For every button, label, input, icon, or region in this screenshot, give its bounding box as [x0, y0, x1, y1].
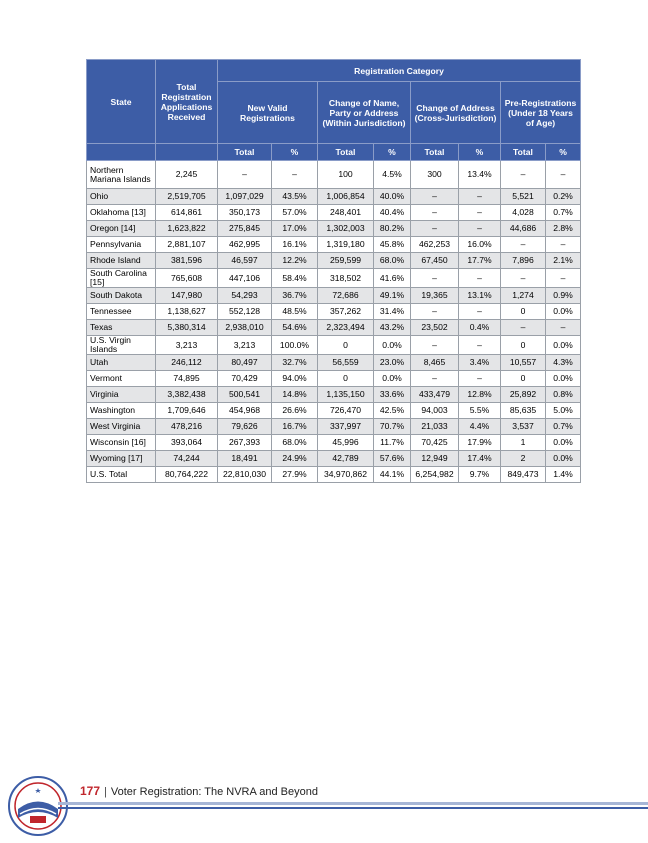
value-cell: 17.0%	[272, 221, 318, 237]
value-cell: 1,623,822	[156, 221, 218, 237]
value-cell: 74,244	[156, 451, 218, 467]
value-cell: 100	[318, 161, 374, 189]
value-cell: 1	[501, 435, 546, 451]
value-cell: 2,519,705	[156, 189, 218, 205]
state-cell: Vermont	[87, 371, 156, 387]
value-cell: 0.0%	[546, 451, 581, 467]
table-row	[87, 435, 581, 451]
value-cell: 462,253	[411, 237, 459, 253]
footer-rule-dark	[58, 807, 648, 809]
value-cell: 27.9%	[272, 467, 318, 483]
value-cell: 462,995	[218, 237, 272, 253]
value-cell: –	[459, 221, 501, 237]
value-cell: 23.0%	[374, 355, 411, 371]
value-cell: 85,635	[501, 403, 546, 419]
value-cell: –	[411, 371, 459, 387]
value-cell: 0	[501, 371, 546, 387]
value-cell: 18,491	[218, 451, 272, 467]
value-cell: 0	[501, 336, 546, 355]
value-cell: 5,380,314	[156, 320, 218, 336]
value-cell: 0.8%	[546, 387, 581, 403]
value-cell: 318,502	[318, 269, 374, 288]
value-cell: 9.7%	[459, 467, 501, 483]
table-row	[87, 419, 581, 435]
sub-header-pct: %	[272, 144, 318, 161]
value-cell: 26.6%	[272, 403, 318, 419]
value-cell: 0.0%	[374, 336, 411, 355]
state-cell: South Dakota	[87, 288, 156, 304]
value-cell: 12.8%	[459, 387, 501, 403]
table-row	[87, 451, 581, 467]
value-cell: 12,949	[411, 451, 459, 467]
value-cell: 552,128	[218, 304, 272, 320]
value-cell: 16.7%	[272, 419, 318, 435]
value-cell: 13.4%	[459, 161, 501, 189]
value-cell: 0.0%	[546, 371, 581, 387]
sub-header-total: Total	[218, 144, 272, 161]
state-cell: U.S. Virgin Islands	[87, 336, 156, 355]
value-cell: 0.2%	[546, 189, 581, 205]
value-cell: 447,106	[218, 269, 272, 288]
value-cell: –	[459, 205, 501, 221]
state-cell: Ohio	[87, 189, 156, 205]
value-cell: 0.7%	[546, 419, 581, 435]
value-cell: 1,097,029	[218, 189, 272, 205]
table-body	[87, 161, 581, 483]
table-row	[87, 269, 581, 288]
value-cell: 765,608	[156, 269, 218, 288]
value-cell: 36.7%	[272, 288, 318, 304]
value-cell: 10,557	[501, 355, 546, 371]
value-cell: –	[459, 371, 501, 387]
value-cell: –	[411, 189, 459, 205]
header-registration-category: Registration Category	[218, 60, 581, 82]
value-cell: 0	[318, 336, 374, 355]
value-cell: 100.0%	[272, 336, 318, 355]
value-cell: –	[218, 161, 272, 189]
state-cell: Utah	[87, 355, 156, 371]
value-cell: 24.9%	[272, 451, 318, 467]
value-cell: –	[459, 269, 501, 288]
value-cell: 1.4%	[546, 467, 581, 483]
table-row	[87, 387, 581, 403]
sub-header-blank	[87, 144, 156, 161]
value-cell: 4.5%	[374, 161, 411, 189]
value-cell: 1,319,180	[318, 237, 374, 253]
value-cell: 70,429	[218, 371, 272, 387]
header-pre-registrations: Pre-Registrations (Under 18 Years of Age)	[501, 82, 581, 144]
value-cell: 70.7%	[374, 419, 411, 435]
value-cell: –	[459, 336, 501, 355]
state-cell: Oklahoma [13]	[87, 205, 156, 221]
value-cell: 54.6%	[272, 320, 318, 336]
sub-header-total: Total	[501, 144, 546, 161]
state-cell: Virginia	[87, 387, 156, 403]
value-cell: 57.6%	[374, 451, 411, 467]
table-row	[87, 355, 581, 371]
table-row	[87, 237, 581, 253]
value-cell: –	[411, 205, 459, 221]
value-cell: 11.7%	[374, 435, 411, 451]
table-row	[87, 189, 581, 205]
value-cell: 72,686	[318, 288, 374, 304]
value-cell: 40.0%	[374, 189, 411, 205]
state-cell: Washington	[87, 403, 156, 419]
value-cell: 3,213	[156, 336, 218, 355]
table-row	[87, 253, 581, 269]
table-row	[87, 221, 581, 237]
value-cell: –	[411, 221, 459, 237]
value-cell: –	[501, 269, 546, 288]
value-cell: 0.7%	[546, 205, 581, 221]
value-cell: –	[459, 304, 501, 320]
value-cell: 16.1%	[272, 237, 318, 253]
value-cell: 54,293	[218, 288, 272, 304]
value-cell: 337,997	[318, 419, 374, 435]
value-cell: 80,497	[218, 355, 272, 371]
eac-seal-logo	[8, 776, 68, 836]
table-row	[87, 161, 581, 189]
value-cell: 23,502	[411, 320, 459, 336]
value-cell: 1,302,003	[318, 221, 374, 237]
value-cell: 2,938,010	[218, 320, 272, 336]
value-cell: 17.4%	[459, 451, 501, 467]
value-cell: 2,245	[156, 161, 218, 189]
value-cell: 2.8%	[546, 221, 581, 237]
state-cell: Tennessee	[87, 304, 156, 320]
value-cell: 1,006,854	[318, 189, 374, 205]
value-cell: 1,709,646	[156, 403, 218, 419]
value-cell: 34,970,862	[318, 467, 374, 483]
value-cell: 43.5%	[272, 189, 318, 205]
table-row	[87, 371, 581, 387]
value-cell: 2,881,107	[156, 237, 218, 253]
value-cell: 3.4%	[459, 355, 501, 371]
value-cell: 56,559	[318, 355, 374, 371]
value-cell: 45.8%	[374, 237, 411, 253]
value-cell: –	[272, 161, 318, 189]
state-cell: Northern Mariana Islands	[87, 161, 156, 189]
value-cell: –	[546, 269, 581, 288]
value-cell: 43.2%	[374, 320, 411, 336]
value-cell: 33.6%	[374, 387, 411, 403]
value-cell: 21,033	[411, 419, 459, 435]
sub-header-total: Total	[411, 144, 459, 161]
registration-table	[86, 59, 581, 483]
sub-header-pct: %	[374, 144, 411, 161]
value-cell: 1,135,150	[318, 387, 374, 403]
value-cell: 8,465	[411, 355, 459, 371]
value-cell: 22,810,030	[218, 467, 272, 483]
table-header	[87, 60, 581, 161]
value-cell: 40.4%	[374, 205, 411, 221]
value-cell: 16.0%	[459, 237, 501, 253]
value-cell: 357,262	[318, 304, 374, 320]
value-cell: –	[501, 161, 546, 189]
value-cell: 70,425	[411, 435, 459, 451]
value-cell: 0.0%	[374, 371, 411, 387]
value-cell: 1,274	[501, 288, 546, 304]
value-cell: 67,450	[411, 253, 459, 269]
value-cell: –	[501, 237, 546, 253]
value-cell: 246,112	[156, 355, 218, 371]
value-cell: 1,138,627	[156, 304, 218, 320]
value-cell: 350,173	[218, 205, 272, 221]
state-cell: Oregon [14]	[87, 221, 156, 237]
state-cell: Wisconsin [16]	[87, 435, 156, 451]
value-cell: 2	[501, 451, 546, 467]
value-cell: 80.2%	[374, 221, 411, 237]
value-cell: 3,537	[501, 419, 546, 435]
footer-separator: |	[104, 786, 107, 798]
value-cell: 48.5%	[272, 304, 318, 320]
value-cell: 44.1%	[374, 467, 411, 483]
value-cell: 5.0%	[546, 403, 581, 419]
value-cell: 68.0%	[374, 253, 411, 269]
value-cell: 6,254,982	[411, 467, 459, 483]
value-cell: 2,323,494	[318, 320, 374, 336]
state-cell: Pennsylvania	[87, 237, 156, 253]
value-cell: 259,599	[318, 253, 374, 269]
value-cell: 275,845	[218, 221, 272, 237]
sub-header-pct: %	[459, 144, 501, 161]
header-total-applications: Total Registration Applications Received	[156, 60, 218, 144]
value-cell: 4.4%	[459, 419, 501, 435]
value-cell: 25,892	[501, 387, 546, 403]
value-cell: 433,479	[411, 387, 459, 403]
footer-rule-light	[58, 802, 648, 805]
value-cell: 478,216	[156, 419, 218, 435]
value-cell: 0.0%	[546, 435, 581, 451]
value-cell: 0	[318, 371, 374, 387]
header-change-within: Change of Name, Party or Address (Within Jurisdiction)	[318, 82, 411, 144]
value-cell: 32.7%	[272, 355, 318, 371]
value-cell: 19,365	[411, 288, 459, 304]
value-cell: 2.1%	[546, 253, 581, 269]
value-cell: 74,895	[156, 371, 218, 387]
value-cell: 0.4%	[459, 320, 501, 336]
value-cell: 94.0%	[272, 371, 318, 387]
value-cell: 500,541	[218, 387, 272, 403]
value-cell: 42.5%	[374, 403, 411, 419]
value-cell: 68.0%	[272, 435, 318, 451]
value-cell: –	[411, 304, 459, 320]
value-cell: 0.0%	[546, 336, 581, 355]
value-cell: 248,401	[318, 205, 374, 221]
value-cell: 17.7%	[459, 253, 501, 269]
table-row	[87, 403, 581, 419]
value-cell: 17.9%	[459, 435, 501, 451]
value-cell: –	[546, 320, 581, 336]
sub-header-blank	[156, 144, 218, 161]
value-cell: 5.5%	[459, 403, 501, 419]
value-cell: 5,521	[501, 189, 546, 205]
value-cell: 49.1%	[374, 288, 411, 304]
value-cell: 7,896	[501, 253, 546, 269]
value-cell: 46,597	[218, 253, 272, 269]
value-cell: 454,968	[218, 403, 272, 419]
value-cell: 726,470	[318, 403, 374, 419]
value-cell: 79,626	[218, 419, 272, 435]
value-cell: 14.8%	[272, 387, 318, 403]
value-cell: 80,764,222	[156, 467, 218, 483]
value-cell: 13.1%	[459, 288, 501, 304]
value-cell: 849,473	[501, 467, 546, 483]
table-row	[87, 467, 581, 483]
state-cell: South Carolina [15]	[87, 269, 156, 288]
header-new-valid: New Valid Registrations	[218, 82, 318, 144]
page-footer	[0, 760, 648, 843]
state-cell: Texas	[87, 320, 156, 336]
sub-header-total: Total	[318, 144, 374, 161]
table-row	[87, 320, 581, 336]
value-cell: –	[411, 269, 459, 288]
table-row	[87, 205, 581, 221]
value-cell: 267,393	[218, 435, 272, 451]
footer-text	[80, 784, 318, 798]
value-cell: 381,596	[156, 253, 218, 269]
value-cell: 45,996	[318, 435, 374, 451]
value-cell: 94,003	[411, 403, 459, 419]
value-cell: 614,861	[156, 205, 218, 221]
header-change-cross: Change of Address (Cross-Jurisdiction)	[411, 82, 501, 144]
state-cell: West Virginia	[87, 419, 156, 435]
value-cell: 57.0%	[272, 205, 318, 221]
value-cell: –	[459, 189, 501, 205]
value-cell: 31.4%	[374, 304, 411, 320]
value-cell: 147,980	[156, 288, 218, 304]
table-row	[87, 304, 581, 320]
value-cell: 0.0%	[546, 304, 581, 320]
page-number: 177	[80, 784, 101, 798]
value-cell: 3,213	[218, 336, 272, 355]
value-cell: 0	[501, 304, 546, 320]
value-cell: 12.2%	[272, 253, 318, 269]
state-cell: U.S. Total	[87, 467, 156, 483]
value-cell: 393,064	[156, 435, 218, 451]
header-state: State	[87, 60, 156, 144]
state-cell: Wyoming [17]	[87, 451, 156, 467]
footer-title: Voter Registration: The NVRA and Beyond	[110, 786, 318, 798]
value-cell: –	[546, 161, 581, 189]
state-cell: Rhode Island	[87, 253, 156, 269]
table-row	[87, 336, 581, 355]
value-cell: 0.9%	[546, 288, 581, 304]
value-cell: –	[411, 336, 459, 355]
value-cell: 4.3%	[546, 355, 581, 371]
value-cell: 300	[411, 161, 459, 189]
value-cell: 4,028	[501, 205, 546, 221]
value-cell: 44,686	[501, 221, 546, 237]
value-cell: –	[546, 237, 581, 253]
value-cell: 42,789	[318, 451, 374, 467]
sub-header-pct: %	[546, 144, 581, 161]
value-cell: 3,382,438	[156, 387, 218, 403]
value-cell: 41.6%	[374, 269, 411, 288]
value-cell: 58.4%	[272, 269, 318, 288]
value-cell: –	[501, 320, 546, 336]
table-row	[87, 288, 581, 304]
